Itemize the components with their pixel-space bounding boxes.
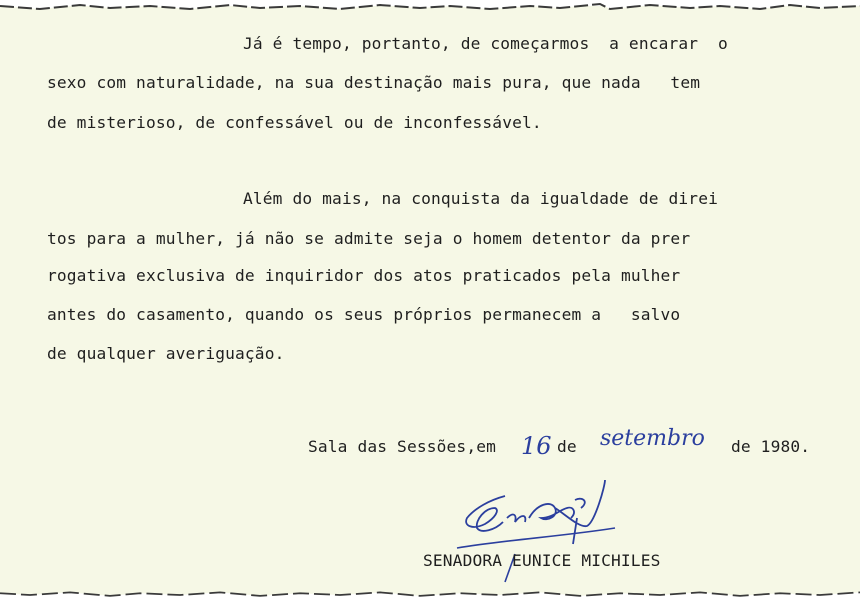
torn-bottom-edge	[0, 588, 860, 602]
signature-scribble	[455, 478, 655, 588]
closing-year: de 1980.	[731, 437, 811, 456]
paper-sheet	[0, 6, 860, 596]
torn-top-edge	[0, 0, 860, 14]
paragraph2-line2: tos para a mulher, já não se admite seja o homem detentor da prer	[47, 229, 691, 248]
paragraph2-line3: rogativa exclusiva de inquiridor dos atos praticados pela mulher	[47, 266, 681, 285]
paragraph2-line5: de qualquer averiguação.	[47, 344, 285, 363]
paragraph2-line4: antes do casamento, quando os seus próprios permanecem a salvo	[47, 305, 681, 324]
signatory-name: SENADORA EUNICE MICHILES	[423, 551, 661, 570]
paragraph1-line1: Já é tempo, portanto, de começarmos a encarar o	[243, 34, 728, 53]
closing-de: de	[557, 437, 577, 456]
closing-day-handwritten: 16	[521, 432, 552, 460]
paragraph1-line2: sexo com naturalidade, na sua destinação mais pura, que nada tem	[47, 73, 701, 92]
closing-month-handwritten: setembro	[600, 426, 705, 451]
paragraph2-line1: Além do mais, na conquista da igualdade de direi	[243, 189, 718, 208]
closing-prefix: Sala das Sessões,em	[308, 437, 497, 456]
paragraph1-line3: de misterioso, de confessável ou de inconfessável.	[47, 113, 542, 132]
